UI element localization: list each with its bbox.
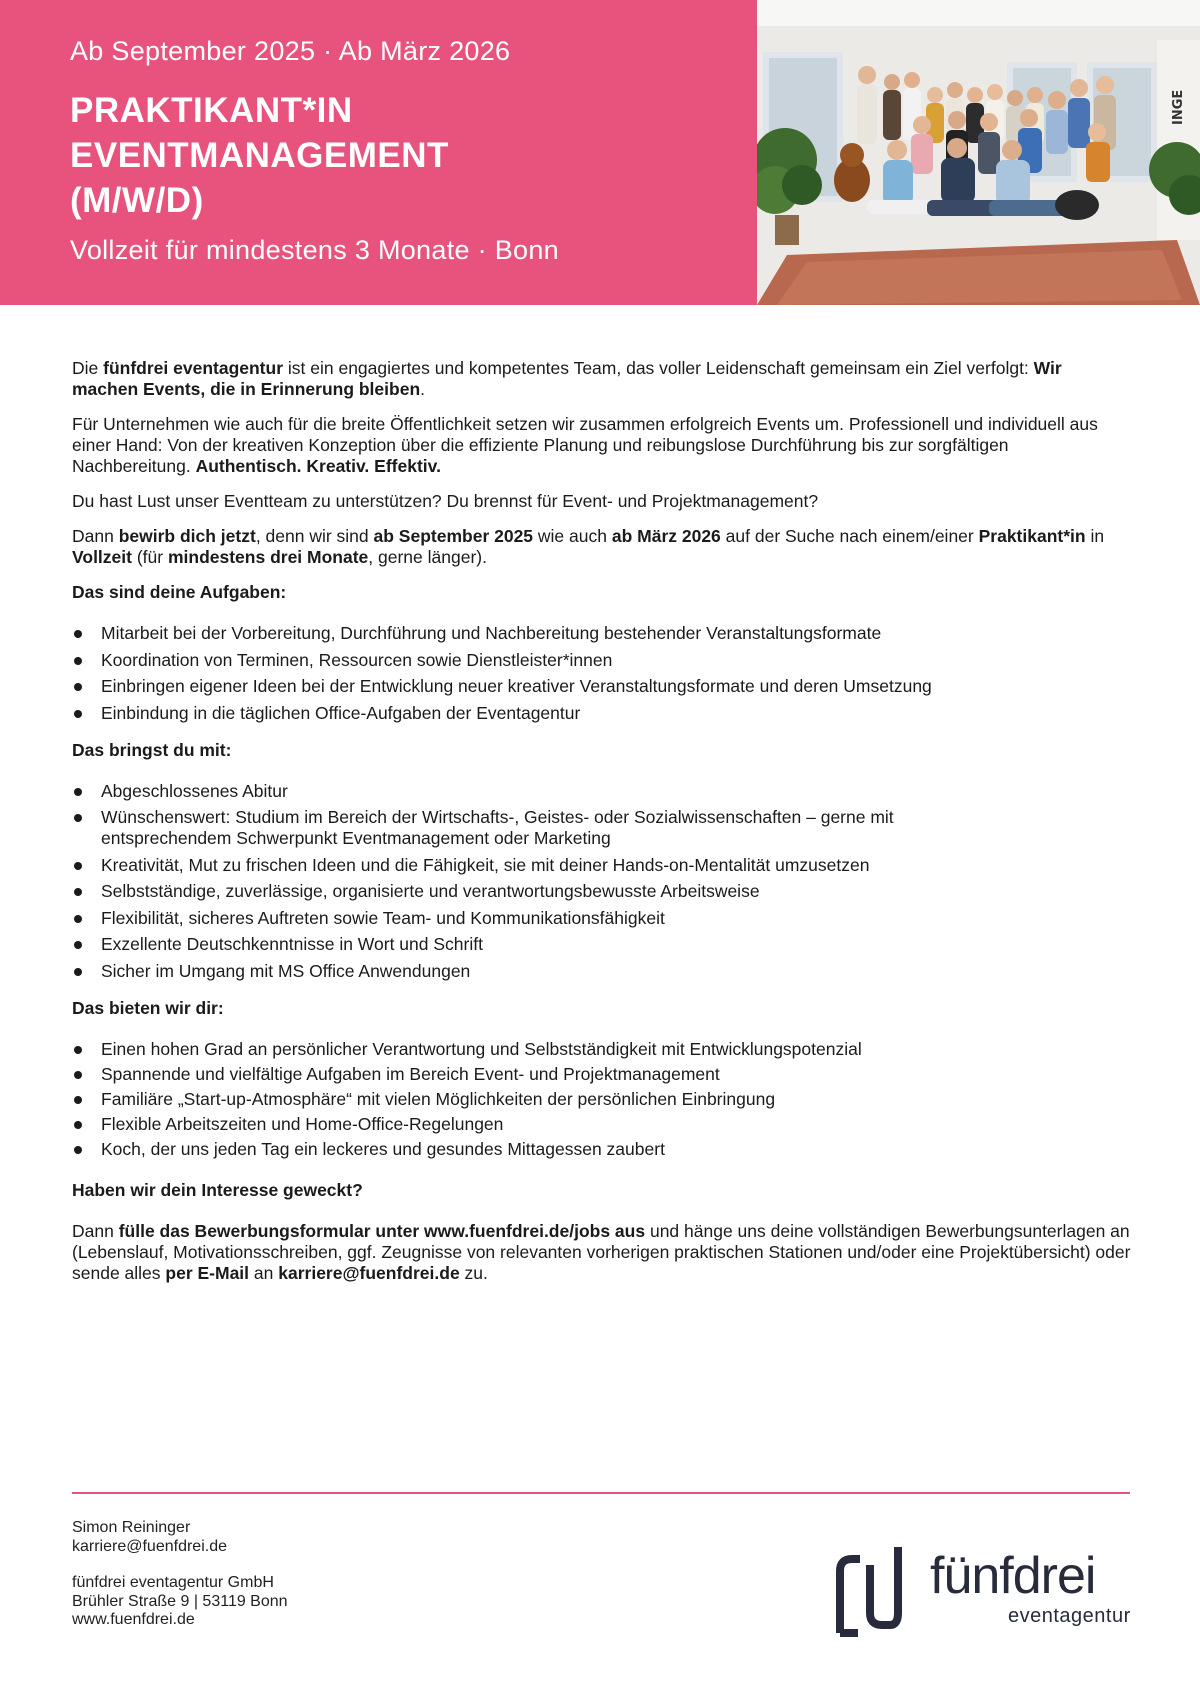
- emphasis: ab September 2025: [373, 526, 534, 546]
- company-website[interactable]: www.fuenfdrei.de: [72, 1611, 195, 1628]
- job-title-line: PRAKTIKANT*IN: [70, 91, 353, 130]
- text-span: ist ein engagiertes und kompetentes Team, das voller Leidenschaft gemeinsam ein Ziel verfolgt:: [283, 358, 1034, 378]
- list-item: Wünschenswert: Studium im Bereich der Wirtschafts-, Geistes- oder Sozialwissenschaften – gerne mit entsprechendem Schwerpunkt Eventmanagement oder Marketing: [72, 807, 1132, 849]
- company-motto: Wir machen Events, die in Erinnerung bleiben: [72, 358, 1062, 399]
- text-span: in: [1085, 526, 1105, 546]
- text-span: Dann: [72, 526, 119, 546]
- footer-divider: [72, 1492, 1130, 1494]
- requirements-heading: Das bringst du mit:: [72, 739, 232, 760]
- list-item: Abgeschlossenes Abitur: [72, 781, 1132, 802]
- job-description: [72, 358, 1132, 1298]
- application-form-link[interactable]: fülle das Bewerbungsformular unter www.fuenfdrei.de/jobs aus: [118, 1220, 646, 1241]
- logo-mark-icon: [832, 1543, 922, 1638]
- emphasis: ab März 2026: [611, 526, 721, 546]
- text-span: zu.: [459, 1262, 488, 1283]
- company-name: fünfdrei eventagentur: [103, 358, 284, 378]
- team-photo: [757, 0, 1200, 305]
- list-item: Einen hohen Grad an persönlicher Verantwortung und Selbstständigkeit mit Entwicklungspotenzial: [72, 1039, 1132, 1060]
- start-dates: Ab September 2025 · Ab März 2026: [70, 36, 511, 66]
- list-item: Selbstständige, zuverlässige, organisierte und verantwortungsbewusste Arbeitsweise: [72, 881, 1132, 902]
- apply-heading: Haben wir dein Interesse geweckt?: [72, 1179, 363, 1200]
- logo-tagline: eventagentur: [1008, 1605, 1131, 1627]
- header-banner: [0, 0, 757, 305]
- question-paragraph: Du hast Lust unser Eventteam zu unterstützen? Du brennst für Event- und Projektmanagement?: [72, 491, 819, 511]
- tasks-heading: Das sind deine Aufgaben:: [72, 582, 287, 602]
- contact-name: Simon Reininger: [72, 1519, 191, 1536]
- list-item: Spannende und vielfältige Aufgaben im Bereich Event- und Projektmanagement: [72, 1064, 1132, 1085]
- list-item: Flexibilität, sicheres Auftreten sowie Team- und Kommunikationsfähigkeit: [72, 908, 1132, 929]
- emphasis: per E-Mail: [165, 1262, 250, 1283]
- text-span: und hänge uns deine vollständigen Bewerbungsunterlagen an (Lebenslauf, Motivationsschreiben, ggf. Zeugnisse von relevanten vorherigen praktischen Stationen und/oder eine Projektübersicht) oder sende alles: [72, 1220, 1131, 1283]
- text-span: .: [420, 379, 426, 399]
- offers-list: [72, 1039, 1132, 1160]
- team-photo-illustration: [757, 0, 1200, 305]
- call-paragraph: [72, 526, 1132, 568]
- job-title: [70, 88, 449, 223]
- employment-scope: Vollzeit für mindestens 3 Monate · Bonn: [70, 235, 559, 265]
- text-span: Für Unternehmen wie auch für die breite Öffentlichkeit setzen wir zusammen erfolgreich Events um. Professionell und individuell aus einer Hand: Von der kreativen Konzeption über die effiziente Planung und reibungslose Durchführung bis zur sorgfältigen Nachbereitung.: [72, 414, 1098, 476]
- company-legal-name: fünfdrei eventagentur GmbH: [72, 1574, 274, 1591]
- company-address: Brühler Straße 9 | 53119 Bonn: [72, 1592, 288, 1610]
- list-item: Exzellente Deutschkenntnisse in Wort und Schrift: [72, 934, 1132, 955]
- emphasis: Praktikant*in: [978, 526, 1086, 546]
- emphasis: mindestens drei Monate: [167, 547, 369, 567]
- photo-wall-sign: INGE: [1171, 89, 1186, 125]
- text-span: , gerne länger).: [368, 547, 487, 567]
- text-span: an: [249, 1262, 279, 1283]
- text-span: Dann: [72, 1220, 119, 1241]
- list-item: Familiäre „Start-up-Atmosphäre“ mit vielen Möglichkeiten der persönlichen Einbringung: [72, 1089, 1132, 1110]
- career-email-link[interactable]: karriere@fuenfdrei.de: [278, 1262, 460, 1283]
- list-item: Einbindung in die täglichen Office-Aufgaben der Eventagentur: [72, 703, 1132, 724]
- apply-paragraph: [72, 1221, 1132, 1284]
- emphasis: bewirb dich jetzt: [118, 526, 256, 546]
- text-span: (für: [131, 547, 168, 567]
- text-span: Die: [72, 358, 104, 378]
- text-span: auf der Suche nach einem/einer: [720, 526, 979, 546]
- list-item: Sicher im Umgang mit MS Office Anwendungen: [72, 961, 1132, 982]
- footer-contact: [72, 1519, 288, 1630]
- list-item: Koordination von Terminen, Ressourcen sowie Dienstleister*innen: [72, 650, 1132, 671]
- text-span: , denn wir sind: [255, 526, 374, 546]
- intro-paragraph: [72, 358, 1132, 400]
- tasks-list: [72, 623, 1132, 724]
- list-item: Mitarbeit bei der Vorbereitung, Durchführung und Nachbereitung bestehender Veranstaltungsformate: [72, 623, 1132, 644]
- list-item: Flexible Arbeitszeiten und Home-Office-Regelungen: [72, 1114, 1132, 1135]
- job-title-line: (M/W/D): [70, 181, 204, 220]
- logo-wordmark: fünfdrei: [930, 1547, 1096, 1605]
- contact-email[interactable]: karriere@fuenfdrei.de: [72, 1537, 227, 1555]
- list-item: Einbringen eigener Ideen bei der Entwicklung neuer kreativer Veranstaltungsformate und deren Umsetzung: [72, 676, 1132, 697]
- requirements-list: [72, 781, 1132, 982]
- emphasis: Vollzeit: [72, 547, 132, 567]
- text-span: wie auch: [533, 526, 612, 546]
- list-item: Koch, der uns jeden Tag ein leckeres und gesundes Mittagessen zaubert: [72, 1139, 1132, 1160]
- company-values: Authentisch. Kreativ. Effektiv.: [195, 456, 441, 476]
- job-title-line: EVENTMANAGEMENT: [70, 136, 449, 175]
- offers-heading: Das bieten wir dir:: [72, 997, 224, 1018]
- about-paragraph: [72, 414, 1132, 477]
- fuenfdrei-logo: [832, 1543, 1142, 1638]
- list-item: Kreativität, Mut zu frischen Ideen und die Fähigkeit, sie mit deiner Hands-on-Mentalität umzusetzen: [72, 855, 1132, 876]
